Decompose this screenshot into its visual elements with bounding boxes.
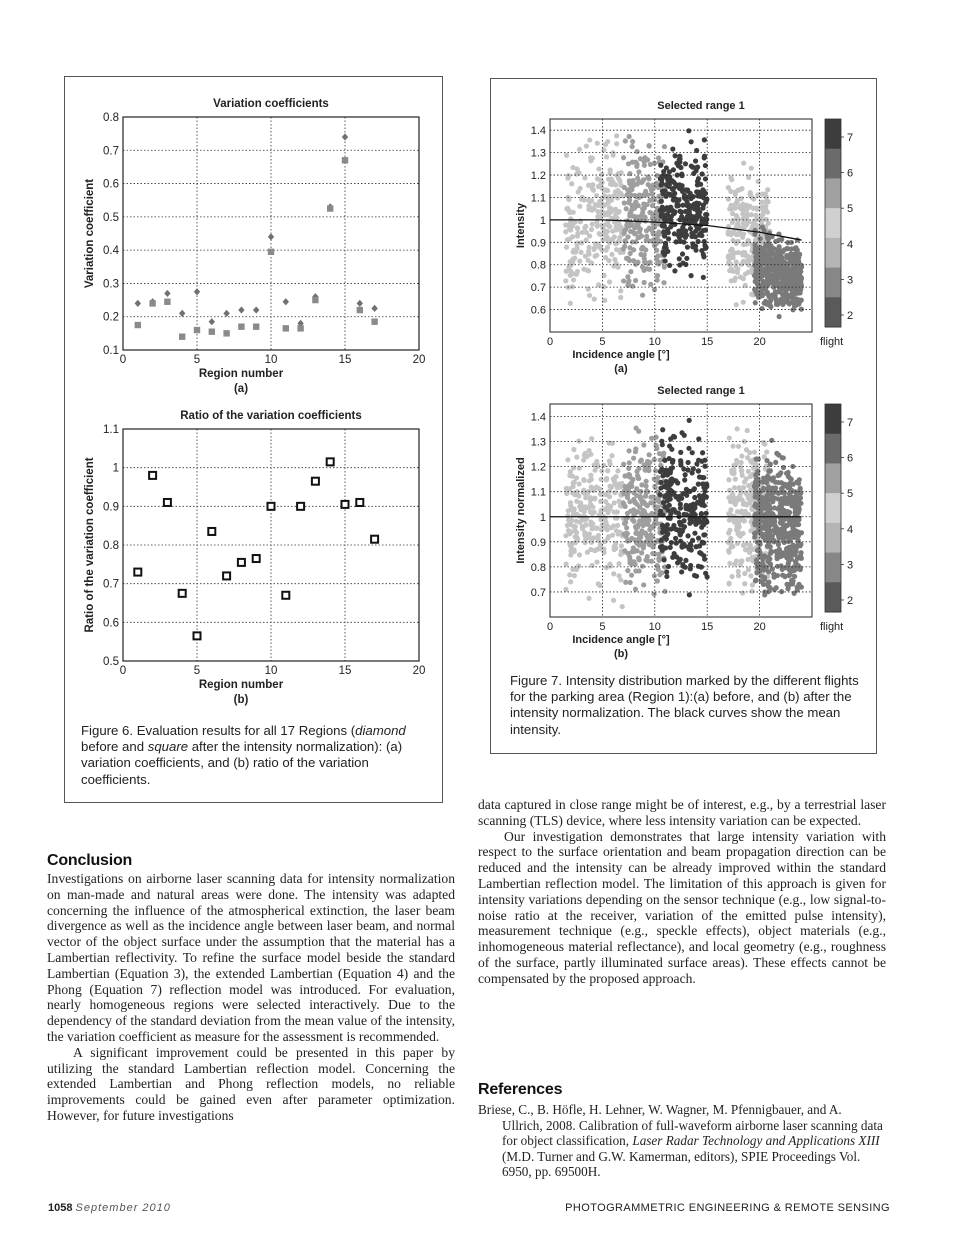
y-tick-label: 0.8 bbox=[530, 561, 546, 574]
figure-7 bbox=[490, 78, 877, 754]
ratio-marker bbox=[327, 458, 334, 465]
square-marker bbox=[253, 324, 259, 330]
footer-page-info bbox=[48, 1202, 171, 1214]
right-paragraph-1: data captured in close range might be of interest, e.g., by a terrestrial laser scanning (TLS) device, where less intensity variation can be expected. bbox=[478, 797, 886, 828]
x-tick-label: 10 bbox=[264, 665, 278, 677]
x-tick-label: 5 bbox=[599, 336, 606, 348]
square-marker bbox=[357, 307, 363, 313]
square-marker bbox=[135, 322, 141, 328]
figure-7-charts bbox=[491, 79, 876, 669]
square-marker bbox=[238, 324, 244, 330]
square-marker bbox=[268, 249, 274, 255]
y-tick-label: 0.7 bbox=[530, 586, 546, 599]
x-tick-label: 5 bbox=[193, 354, 201, 366]
ratio-marker bbox=[164, 499, 171, 506]
colorbar-tick-label: 2 bbox=[847, 595, 854, 607]
y-tick-label: 1.1 bbox=[530, 486, 546, 499]
colorbar-tick-label: 5 bbox=[847, 203, 854, 216]
y-tick-label: 0.7 bbox=[530, 282, 546, 295]
square-marker bbox=[223, 330, 229, 336]
x-tick-label: 10 bbox=[648, 621, 661, 633]
x-tick-label: 0 bbox=[119, 665, 127, 677]
ratio-marker bbox=[297, 503, 304, 510]
colorbar-segment bbox=[825, 582, 841, 612]
y-tick-label: 1 bbox=[539, 511, 546, 524]
colorbar-tick-label: 7 bbox=[847, 132, 854, 144]
right-paragraph-2: Our investigation demonstrates that large intensity variation with respect to the surface orientation and beam propagation direction can be reduced and the intensity can be already improved within the standard Lambertian reflection model. The limitation of this approach is given for intensity variations depending on the sensor technique (e.g., low signal-to-noise ratio at the receiver, variation of the emitted pulse intensity), measurement technique (e.g., speckle effects), object materials (e.g., inhomogeneous material reflectance), and local geometry (e.g., roughness of the surface, partly illuminated surface areas). These effects cannot be compensated by the proposed approach. bbox=[478, 828, 886, 986]
colorbar-segment bbox=[825, 493, 841, 523]
x-tick-label: 10 bbox=[648, 336, 661, 348]
square-marker bbox=[327, 205, 333, 211]
square-marker bbox=[342, 157, 348, 163]
square-marker bbox=[371, 319, 377, 325]
colorbar-segment bbox=[825, 268, 841, 298]
y-tick-label: 1.2 bbox=[530, 170, 546, 183]
colorbar-tick-label: 6 bbox=[847, 167, 854, 180]
square-marker bbox=[149, 300, 155, 306]
colorbar-tick-label: 4 bbox=[847, 523, 854, 536]
figure-6 bbox=[64, 76, 443, 803]
ratio-marker bbox=[149, 472, 156, 479]
x-tick-label: 5 bbox=[599, 621, 606, 633]
x-tick-label: 15 bbox=[701, 621, 714, 633]
y-axis-label: Ratio of the variation coefficient bbox=[84, 457, 96, 633]
y-tick-label: 1.1 bbox=[530, 192, 546, 205]
x-tick-label: 0 bbox=[119, 354, 127, 366]
colorbar-tick-label: 7 bbox=[847, 417, 854, 429]
y-tick-label: 0.8 bbox=[530, 259, 546, 272]
square-marker bbox=[312, 297, 318, 303]
y-tick-label: 0.4 bbox=[103, 245, 119, 258]
reference-list bbox=[478, 1102, 884, 1180]
colorbar-segment bbox=[825, 238, 841, 268]
panel-label: (a) bbox=[233, 383, 249, 395]
colorbar-label: flight bbox=[820, 621, 844, 633]
colorbar-segment bbox=[825, 119, 841, 149]
x-tick-label: 10 bbox=[264, 354, 278, 366]
x-tick-label: 20 bbox=[412, 665, 426, 677]
ratio-marker bbox=[223, 572, 230, 579]
ratio-marker bbox=[282, 592, 289, 599]
ratio-marker bbox=[134, 569, 141, 576]
conclusion-heading: Conclusion bbox=[47, 852, 133, 869]
colorbar-segment bbox=[825, 208, 841, 238]
y-tick-label: 1 bbox=[112, 462, 119, 475]
references-heading: References bbox=[478, 1081, 563, 1098]
x-tick-label: 15 bbox=[338, 354, 352, 366]
ratio-marker bbox=[371, 536, 378, 543]
y-tick-label: 1.3 bbox=[530, 436, 546, 449]
y-tick-label: 0.5 bbox=[103, 656, 119, 668]
reference-item: Briese, C., B. Höfle, H. Lehner, W. Wagner, M. Pfennigbauer, and A. Ullrich, 2008. Calibration of full-waveform airborne laser scanning data for object classification, Laser Radar Technology and Applications XIII (M.D. Turner and G.W. Kamerman, editors), SPIE Proceedings Vol. 6950, pp. 69500H. bbox=[478, 1102, 883, 1180]
y-tick-label: 0.7 bbox=[103, 145, 119, 158]
page-number: 1058 bbox=[48, 1202, 73, 1214]
colorbar-segment bbox=[825, 149, 841, 179]
ratio-marker bbox=[179, 590, 186, 597]
colorbar-segment bbox=[825, 297, 841, 327]
x-axis-label: Region number bbox=[198, 368, 284, 380]
colorbar-segment bbox=[825, 178, 841, 208]
ratio-marker bbox=[238, 559, 245, 566]
x-tick-label: 0 bbox=[546, 621, 554, 633]
figure-7-caption: Figure 7. Intensity distribution marked by the different flights for the parking area (Region 1):(a) before, and (b) after the intensity normalization. The black curves show the mean intensity. bbox=[510, 673, 859, 737]
y-tick-label: 1.3 bbox=[530, 147, 546, 160]
y-tick-label: 1.1 bbox=[103, 424, 119, 436]
square-marker bbox=[209, 328, 215, 334]
right-column-text bbox=[478, 797, 886, 987]
y-tick-label: 1.4 bbox=[530, 125, 546, 138]
ratio-marker bbox=[268, 503, 275, 510]
ratio-marker bbox=[342, 501, 349, 508]
issue-date: September 2010 bbox=[75, 1202, 171, 1214]
panel-label: (b) bbox=[233, 694, 249, 706]
y-tick-label: 1 bbox=[539, 214, 546, 227]
ratio-marker bbox=[356, 499, 363, 506]
square-marker bbox=[283, 325, 289, 331]
conclusion-paragraph-2: A significant improvement could be presented in this paper by utilizing the standard Lambertian reflection model. Concerning the extended Lambertian and Phong reflection models, no reliable improvements could be gained even after parameter optimization. However, for future investigations bbox=[47, 1044, 455, 1123]
x-tick-label: 15 bbox=[701, 336, 714, 348]
square-marker bbox=[179, 333, 185, 339]
figure-6-charts bbox=[65, 77, 442, 717]
square-marker bbox=[194, 327, 200, 333]
x-axis-label: Region number bbox=[198, 679, 284, 691]
y-tick-label: 0.9 bbox=[530, 536, 546, 549]
chart-title: Variation coefficients bbox=[213, 98, 329, 110]
x-axis-label: Incidence angle [°] bbox=[572, 634, 670, 646]
x-tick-label: 0 bbox=[546, 336, 554, 348]
ratio-marker bbox=[194, 632, 201, 639]
ratio-marker bbox=[312, 478, 319, 485]
panel-label: (a) bbox=[614, 363, 628, 375]
y-tick-label: 0.5 bbox=[103, 211, 119, 224]
y-tick-label: 0.6 bbox=[530, 304, 546, 317]
x-tick-label: 20 bbox=[753, 336, 766, 348]
colorbar-tick-label: 5 bbox=[847, 488, 854, 501]
x-axis-label: Incidence angle [°] bbox=[572, 349, 670, 361]
y-tick-label: 0.2 bbox=[103, 311, 119, 324]
x-tick-label: 5 bbox=[193, 665, 201, 677]
x-tick-label: 20 bbox=[753, 621, 766, 633]
figure-6-caption: Figure 6. Evaluation results for all 17 Regions (diamond before and square after the intensity normalization): (a) variation coefficients, and (b) ratio of the variation coefficients. bbox=[81, 723, 406, 787]
colorbar-label: flight bbox=[820, 336, 844, 348]
x-tick-label: 20 bbox=[412, 354, 426, 366]
y-axis-label: Variation coefficient bbox=[84, 178, 96, 289]
y-tick-label: 0.7 bbox=[103, 578, 119, 591]
y-tick-label: 0.6 bbox=[103, 178, 119, 191]
y-axis-label: Intensity bbox=[515, 202, 527, 249]
colorbar-tick-label: 3 bbox=[847, 559, 854, 572]
journal-name: PHOTOGRAMMETRIC ENGINEERING & REMOTE SENSING bbox=[565, 1202, 890, 1214]
ratio-marker bbox=[253, 555, 260, 562]
colorbar-tick-label: 3 bbox=[847, 274, 854, 287]
y-tick-label: 0.8 bbox=[103, 540, 119, 552]
colorbar-tick-label: 6 bbox=[847, 452, 854, 465]
x-tick-label: 15 bbox=[338, 665, 352, 677]
chart-title: Selected range 1 bbox=[657, 385, 745, 397]
y-tick-label: 0.8 bbox=[103, 112, 119, 124]
ratio-marker bbox=[208, 528, 215, 535]
colorbar-tick-label: 2 bbox=[847, 310, 854, 322]
y-tick-label: 0.9 bbox=[530, 237, 546, 250]
y-tick-label: 1.2 bbox=[530, 461, 546, 474]
colorbar-segment bbox=[825, 404, 841, 434]
colorbar-segment bbox=[825, 523, 841, 553]
y-tick-label: 0.1 bbox=[103, 345, 119, 357]
colorbar-tick-label: 4 bbox=[847, 238, 854, 251]
y-axis-label: Intensity normalized bbox=[515, 457, 527, 564]
conclusion-text bbox=[47, 871, 455, 1124]
panel-label: (b) bbox=[613, 648, 629, 660]
colorbar-segment bbox=[825, 434, 841, 464]
chart-title: Ratio of the variation coefficients bbox=[180, 410, 362, 422]
chart-title: Selected range 1 bbox=[657, 100, 745, 112]
colorbar-segment bbox=[825, 463, 841, 493]
y-tick-label: 0.6 bbox=[103, 617, 119, 630]
square-marker bbox=[297, 325, 303, 331]
y-tick-label: 0.3 bbox=[103, 278, 119, 291]
conclusion-paragraph-1: Investigations on airborne laser scanning data for intensity normalization on man-made and natural areas were done. The intensity was adapted concerning the influence of the atmospherical extinction, the laser beam divergence as well as the incidence angle between laser beam, and normal vector of the object surface under the assumption that the material has a Lambertian reflectivity. To refine the surface model beside the standard Lambertian (Equation 3), the extended Lambertian (Equation 4) and the Phong (Equation 7) reflection model was introduced. For evaluation, nearly homogeneous regions were selected interactively. Due to the dependency of the standard deviation from the mean value of the intensity, the variation coefficient as measure for the assessment is recommended. bbox=[47, 871, 455, 1044]
y-tick-label: 0.9 bbox=[103, 501, 119, 514]
square-marker bbox=[164, 299, 170, 305]
colorbar-segment bbox=[825, 553, 841, 583]
y-tick-label: 1.4 bbox=[530, 411, 546, 424]
